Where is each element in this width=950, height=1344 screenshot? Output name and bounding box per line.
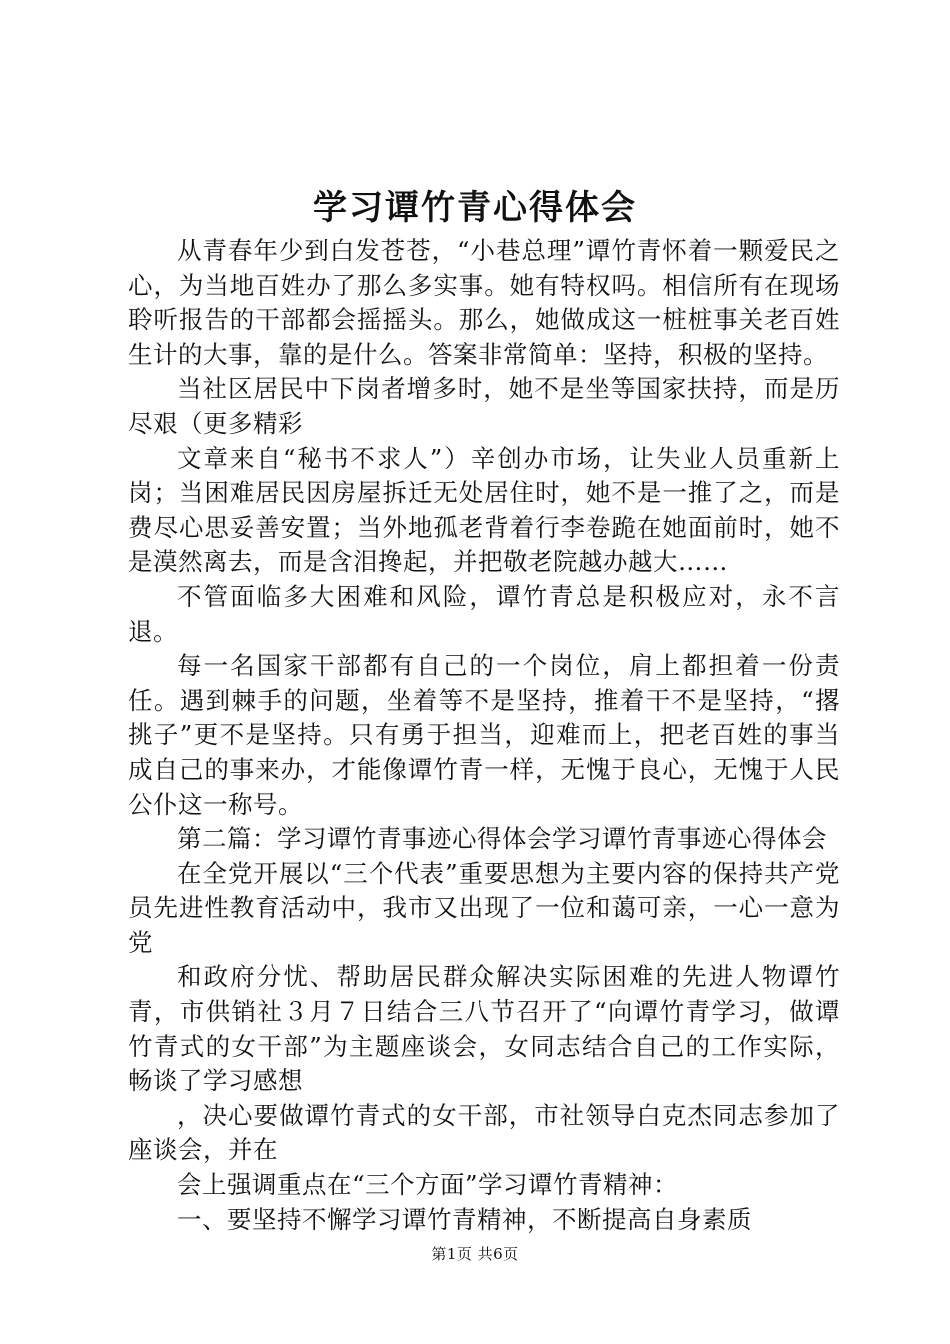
paragraph: 从青春年少到白发苍苍，“小巷总理”谭竹青怀着一颗爱民之心，为当地百姓办了那么多实事。她有特权吗。相信所有在现场聆听报告的干部都会摇摇头。那么，她做成这一桩桩事关老百姓生计的大事，靠的是什么。答案非常简单：坚持，积极的坚持。 [128, 236, 840, 369]
document-title: 学习谭竹青心得体会 [313, 188, 637, 228]
section-heading-paragraph: 第二篇：学习谭竹青事迹心得体会学习谭竹青事迹心得体会 [177, 824, 827, 854]
paragraph: 每一名国家干部都有自己的一个岗位，肩上都担着一份责任。遇到棘手的问题，坐着等不是坚持，推着干不是坚持，“撂挑子”更不是坚持。只有勇于担当，迎难而上，把老百姓的事当成自己的事来办，才能像谭竹青一样，无愧于良心，无愧于人民公仆这一称号。 [128, 651, 840, 819]
paragraph: 不管面临多大困难和风险，谭竹青总是积极应对，永不言退。 [128, 581, 840, 646]
document-body [128, 234, 840, 1237]
paragraph: 一、要坚持不懈学习谭竹青精神，不断提高自身素质 [177, 1204, 752, 1234]
paragraph: 和政府分忧、帮助居民群众解决实际困难的先进人物谭竹青，市供销社３月７日结合三八节召开了“向谭竹青学习，做谭竹青式的女干部”为主题座谈会，女同志结合自己的工作实际，畅谈了学习感想 [128, 962, 840, 1096]
page-footer: 第1页 共6页 [431, 1245, 519, 1263]
paragraph: 会上强调重点在“三个方面”学习谭竹青精神： [177, 1170, 679, 1200]
paragraph: 当社区居民中下岗者增多时，她不是坐等国家扶持，而是历尽艰（更多精彩 [128, 374, 840, 438]
paragraph: 在全党开展以“三个代表”重要思想为主要内容的保持共产党员先进性教育活动中，我市又出现了一位和蔼可亲，一心一意为党 [128, 858, 840, 957]
paragraph: ，决心要做谭竹青式的女干部，市社领导白克杰同志参加了座谈会，并在 [128, 1100, 840, 1165]
paragraph: 文章来自“秘书不求人”）辛创办市场，让失业人员重新上岗；当困难居民因房屋拆迁无处居住时，她不是一推了之，而是费尽心思妥善安置；当外地孤老背着行李卷跪在她面前时，她不是漠然离去，而是含泪搀起，并把敬老院越办越大…… [128, 443, 840, 577]
